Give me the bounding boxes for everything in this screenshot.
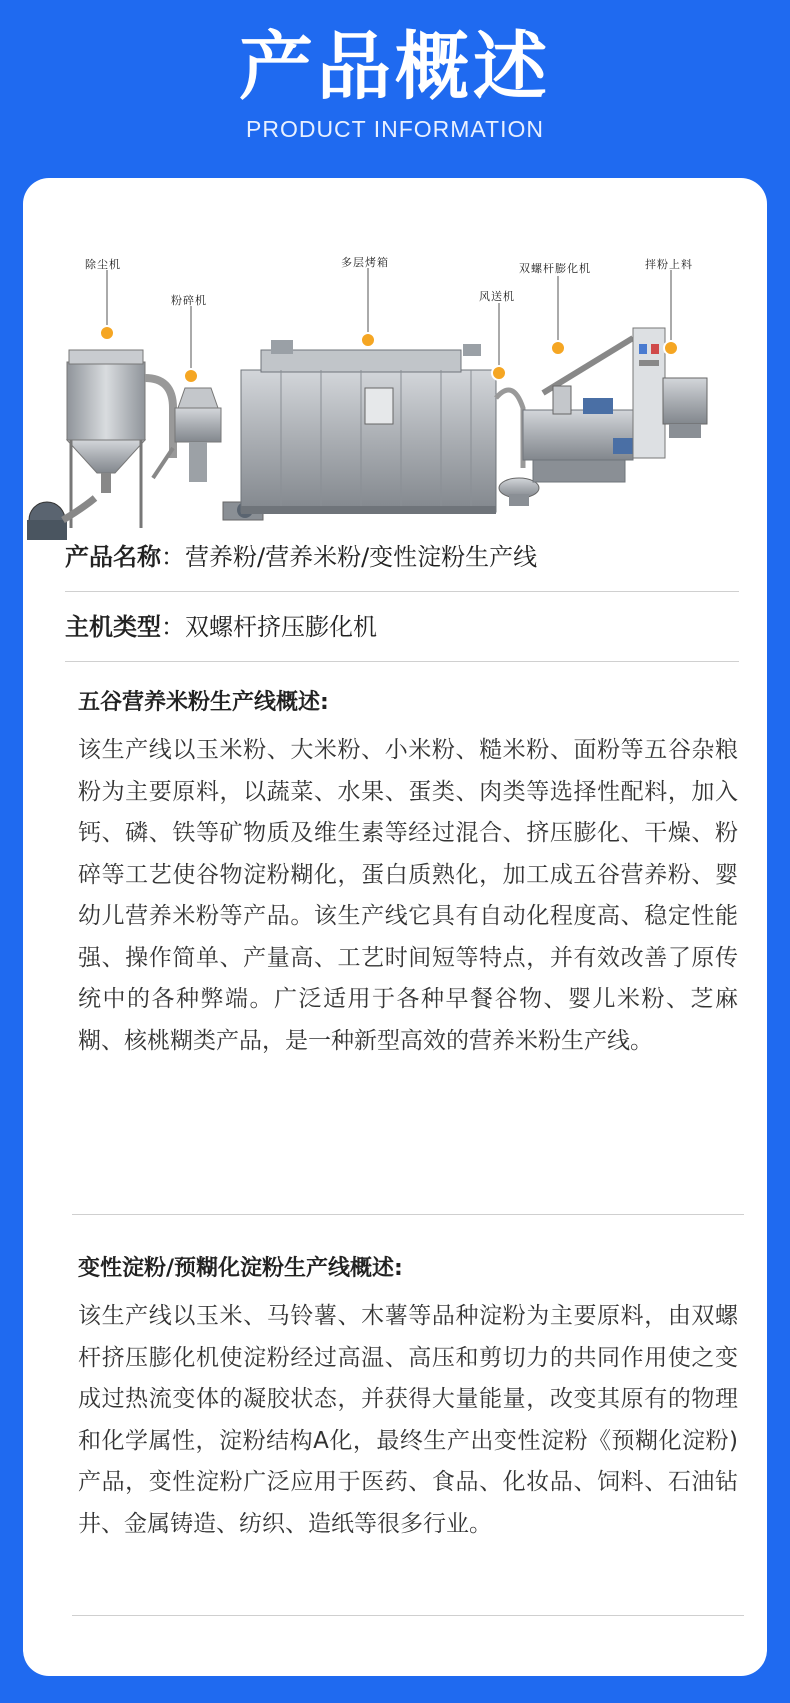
content-card [23, 178, 767, 1676]
machine-type-value: ：双螺杆挤压膨化机 [161, 613, 377, 641]
section-modified-starch [78, 1252, 738, 1545]
section-body: 该生产线以玉米、马铃薯、木薯等品种淀粉为主要原料，由双螺杆挤压膨化机使淀粉经过高温、高压和剪切力的共同作用使之变成过热流变体的凝胶状态，并获得大量能量，改变其原有的物理和化学属性，淀粉结构A化，最终生产出变性淀粉《预糊化淀粉)产品，变性淀粉广泛应用于医药、食品、化妆品、饲料、石油钻井、金属铸造、纺织、造纸等很多行业。 [78, 1303, 738, 1537]
dust-collector-icon [27, 350, 173, 540]
machine-label-dust-collector: 除尘机 [85, 258, 121, 271]
twin-screw-extruder-icon [523, 338, 633, 482]
section-rice-flour [78, 686, 738, 1062]
machine-label-extruder: 双螺杆膨化机 [519, 262, 591, 275]
machine-label-air-conveyor: 风送机 [479, 290, 515, 303]
section-title: 变性淀粉/预糊化淀粉生产线概述: [78, 1256, 403, 1281]
product-name-value: ：营养粉/营养米粉/变性淀粉生产线 [161, 543, 538, 571]
page-subtitle: PRODUCT INFORMATION [246, 116, 544, 142]
machine-label-mixer: 拌粉上料 [645, 258, 693, 271]
spec-row-machine-type [65, 593, 739, 662]
divider [72, 1615, 744, 1616]
spec-row-product-name [65, 523, 739, 592]
divider [72, 1214, 744, 1215]
machine-type-label: 主机类型 [65, 613, 161, 641]
machine-label-crusher: 粉碎机 [171, 294, 207, 307]
section-body: 该生产线以玉米粉、大米粉、小米粉、糙米粉、面粉等五谷杂粮粉为主要原料，以蔬菜、水果、蛋类、肉类等选择性配料，加入钙、磷、铁等矿物质及维生素等经过混合、挤压膨化、干燥、粉碎等工艺使谷物淀粉糊化，蛋白质熟化，加工成五谷营养粉、婴幼儿营养米粉等产品。该生产线它具有自动化程度高、稳定性能强、操作简单、产量高、工艺时间短等特点，并有效改善了原传统中的各种弊端。广泛适用于各种早餐谷物、婴儿米粉、芝麻糊、核桃糊类产品，是一种新型高效的营养米粉生产线。 [78, 737, 738, 1054]
page-title: 产品概述 [239, 24, 551, 110]
section-title: 五谷营养米粉生产线概述: [78, 690, 329, 715]
machine-label-oven: 多层烤箱 [341, 256, 389, 269]
multi-layer-oven-icon [241, 340, 496, 514]
header [0, 0, 790, 180]
product-name-label: 产品名称 [65, 543, 161, 571]
